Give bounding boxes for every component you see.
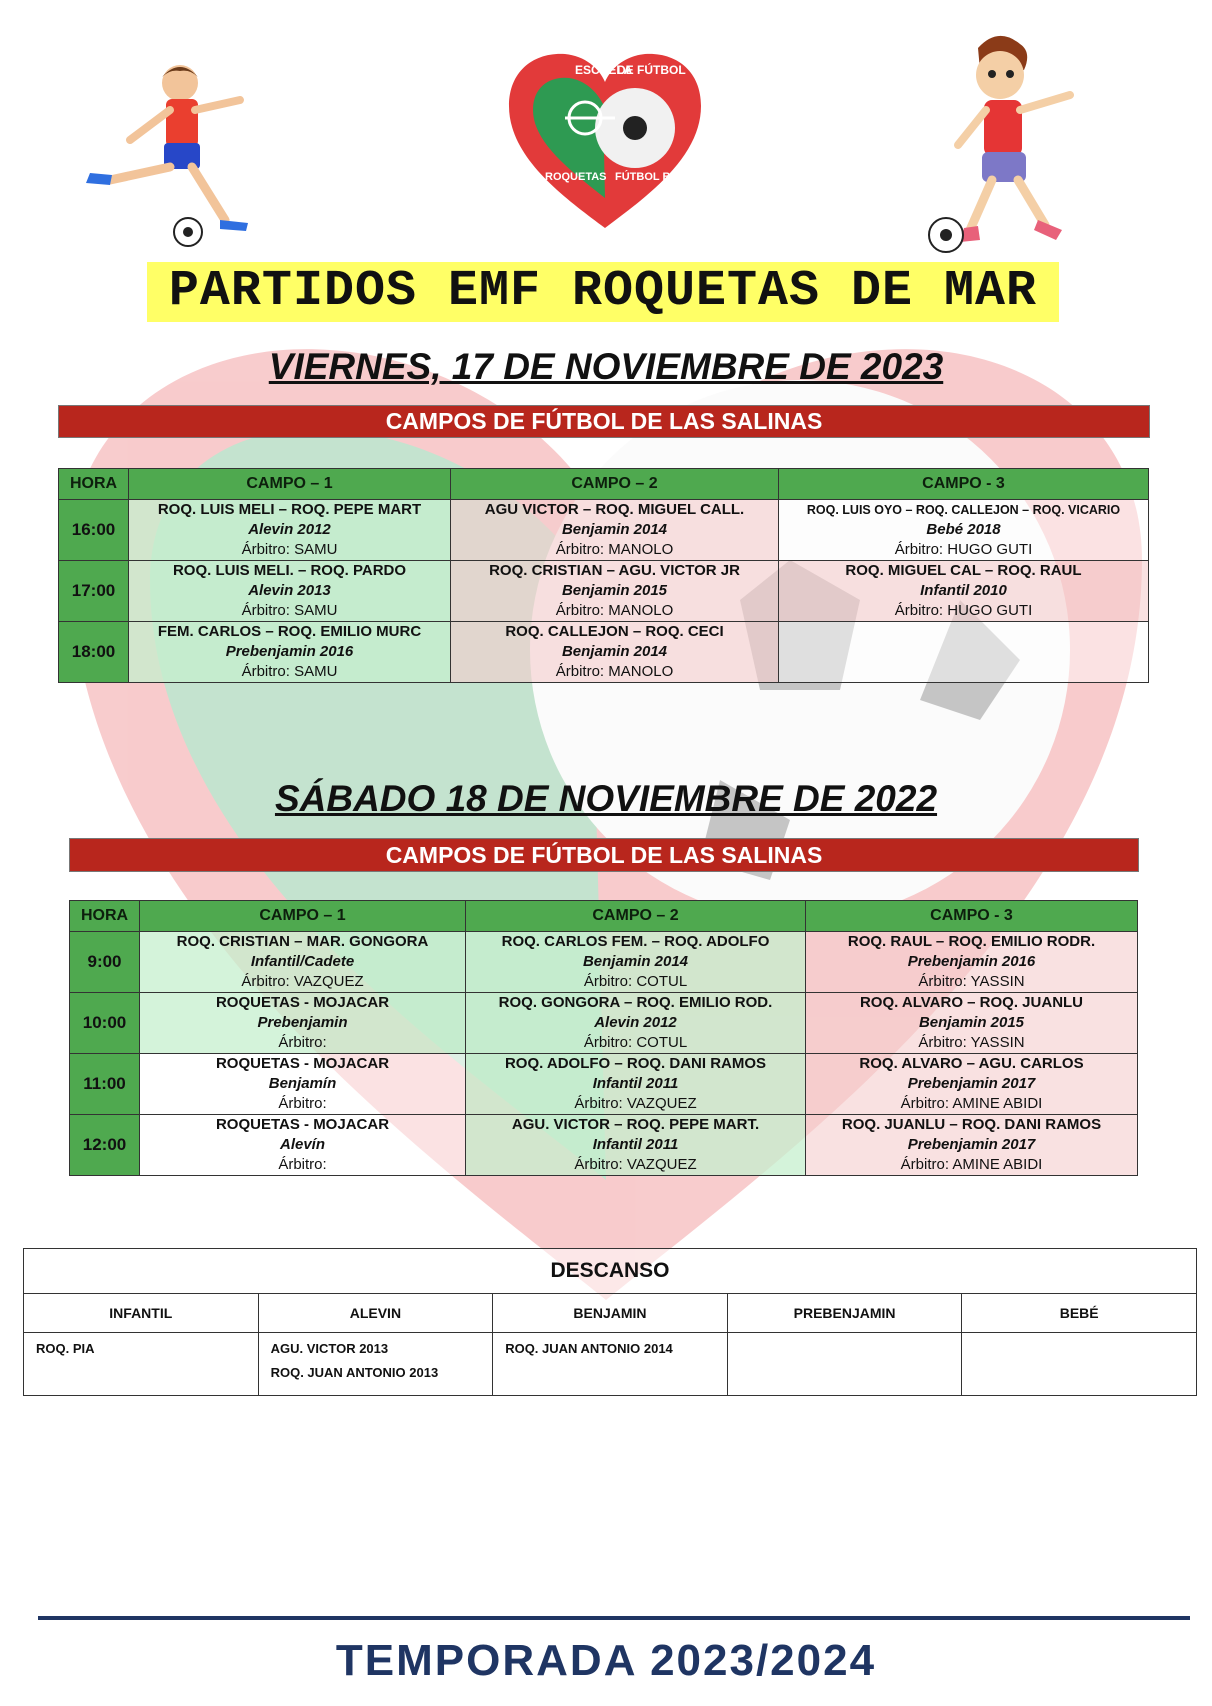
match-referee: Árbitro: <box>278 1095 327 1112</box>
match-category: Infantil/Cadete <box>250 953 355 970</box>
rest-category: BENJAMIN <box>493 1294 728 1333</box>
match-teams: ROQ. JUANLU – ROQ. DANI RAMOS <box>841 1116 1102 1133</box>
match-category: Benjamin 2015 <box>918 1014 1025 1031</box>
match-referee: Árbitro: AMINE ABIDI <box>900 1095 1043 1112</box>
rest-team: AGU. VICTOR 2013 <box>270 1341 389 1356</box>
time-cell: 16:00 <box>59 500 129 561</box>
match-teams: ROQ. CARLOS FEM. – ROQ. ADOLFO <box>501 933 770 950</box>
match-referee: Árbitro: VAZQUEZ <box>574 1156 697 1173</box>
match-teams: ROQUETAS - MOJACAR <box>215 1055 390 1072</box>
match-cell <box>806 993 1138 1054</box>
match-category: Prebenjamin 2016 <box>225 643 354 660</box>
match-referee: Árbitro: <box>278 1156 327 1173</box>
time-cell: 17:00 <box>59 561 129 622</box>
rest-values-row <box>24 1333 1197 1396</box>
match-cell <box>140 932 466 993</box>
day1-heading: VIERNES, 17 DE NOVIEMBRE DE 2023 <box>268 346 944 387</box>
match-referee: Árbitro: MANOLO <box>555 541 674 558</box>
match-teams: ROQ. GONGORA – ROQ. EMILIO ROD. <box>498 994 773 1011</box>
day2-heading: SÁBADO 18 DE NOVIEMBRE DE 2022 <box>274 778 938 819</box>
column-header: CAMPO – 2 <box>466 901 806 932</box>
rest-cell-bebe <box>962 1333 1197 1396</box>
match-referee: Árbitro: <box>278 1034 327 1051</box>
match-referee: Árbitro: VAZQUEZ <box>241 973 364 990</box>
column-header: CAMPO - 3 <box>779 469 1149 500</box>
logo-bottom-text: ROQUETAS <box>545 171 607 183</box>
match-category: Prebenjamin 2016 <box>907 953 1036 970</box>
match-category: Infantil 2010 <box>920 582 1007 599</box>
day2-schedule-table <box>69 900 1138 1176</box>
day2-venue-bar: CAMPOS DE FÚTBOL DE LAS SALINAS <box>69 838 1139 872</box>
match-teams: ROQ. MIGUEL CAL – ROQ. RAUL <box>845 562 1082 579</box>
time-cell: 10:00 <box>70 993 140 1054</box>
match-cell <box>129 500 451 561</box>
rest-category-row <box>24 1294 1197 1333</box>
footer-rule <box>38 1616 1190 1620</box>
rest-title: DESCANSO <box>24 1249 1197 1294</box>
match-referee: Árbitro: SAMU <box>241 602 338 619</box>
column-header: CAMPO – 1 <box>129 469 451 500</box>
match-referee: Árbitro: COTUL <box>583 973 688 990</box>
table-row <box>70 1115 1138 1176</box>
match-category: Infantil 2011 <box>592 1075 679 1092</box>
match-cell <box>779 561 1149 622</box>
rest-team: ROQ. JUAN ANTONIO 2014 <box>505 1341 673 1356</box>
match-cell <box>140 993 466 1054</box>
season-footer: TEMPORADA 2023/2024 <box>335 1636 877 1685</box>
match-category: Benjamín <box>268 1075 337 1092</box>
day1-schedule-table <box>58 468 1149 683</box>
match-teams: ROQ. CALLEJON – ROQ. CECI <box>505 623 724 640</box>
match-teams: AGU. VICTOR – ROQ. PEPE MART. <box>511 1116 760 1133</box>
table-row <box>59 500 1149 561</box>
match-teams: ROQ. ADOLFO – ROQ. DANI RAMOS <box>504 1055 767 1072</box>
match-category: Alevin 2012 <box>594 1014 677 1031</box>
match-referee: Árbitro: SAMU <box>241 541 338 558</box>
time-cell: 18:00 <box>59 622 129 683</box>
rest-category: ALEVIN <box>258 1294 493 1333</box>
match-referee: Árbitro: MANOLO <box>555 602 674 619</box>
match-category: Benjamin 2015 <box>561 582 668 599</box>
page-title: PARTIDOS EMF ROQUETAS DE MAR <box>147 262 1059 322</box>
logo-top-text: ESCUELA <box>575 63 633 77</box>
table-header-row <box>59 469 1149 500</box>
match-teams: ROQUETAS - MOJACAR <box>215 1116 390 1133</box>
match-cell <box>466 932 806 993</box>
table-row <box>59 622 1149 683</box>
time-cell: 12:00 <box>70 1115 140 1176</box>
match-teams: AGU VICTOR – ROQ. MIGUEL CALL. <box>484 501 745 518</box>
rest-cell-benjamin <box>493 1333 728 1396</box>
match-cell <box>129 622 451 683</box>
match-category: Benjamin 2014 <box>582 953 689 970</box>
rest-team: ROQ. JUAN ANTONIO 2013 <box>270 1365 439 1380</box>
match-teams: ROQ. CRISTIAN – MAR. GONGORA <box>176 933 429 950</box>
girl-player-illustration <box>920 30 1100 255</box>
column-header: CAMPO – 1 <box>140 901 466 932</box>
match-teams: FEM. CARLOS – ROQ. EMILIO MURC <box>157 623 422 640</box>
match-category: Benjamin 2014 <box>561 521 668 538</box>
match-cell <box>466 1054 806 1115</box>
table-row <box>70 932 1138 993</box>
logo-top-right-text: DE FÚTBOL <box>617 63 686 77</box>
rest-category: BEBÉ <box>962 1294 1197 1333</box>
match-teams: ROQ. ALVARO – AGU. CARLOS <box>859 1055 1084 1072</box>
rest-cell-alevin <box>258 1333 493 1396</box>
rest-table <box>23 1248 1197 1396</box>
match-cell <box>140 1115 466 1176</box>
rest-cell-infantil <box>24 1333 259 1396</box>
match-cell <box>140 1054 466 1115</box>
match-referee: Árbitro: COTUL <box>583 1034 688 1051</box>
match-category: Prebenjamin 2017 <box>907 1075 1036 1092</box>
table-row <box>59 561 1149 622</box>
match-category: Alevín <box>279 1136 325 1153</box>
time-cell: 9:00 <box>70 932 140 993</box>
match-cell <box>451 500 779 561</box>
time-cell: 11:00 <box>70 1054 140 1115</box>
match-teams: ROQUETAS - MOJACAR <box>215 994 390 1011</box>
column-header: CAMPO – 2 <box>451 469 779 500</box>
match-teams: ROQ. ALVARO – ROQ. JUANLU <box>859 994 1084 1011</box>
match-referee: Árbitro: VAZQUEZ <box>574 1095 697 1112</box>
logo-bottom-right-text: FÚTBOL BASE <box>615 171 694 183</box>
rest-category: INFANTIL <box>24 1294 259 1333</box>
match-referee: Árbitro: AMINE ABIDI <box>900 1156 1043 1173</box>
match-cell <box>451 622 779 683</box>
match-cell <box>466 993 806 1054</box>
match-cell-empty <box>779 622 1149 683</box>
club-logo <box>505 48 705 233</box>
match-referee: Árbitro: SAMU <box>241 663 338 680</box>
column-header: HORA <box>70 901 140 932</box>
match-cell <box>806 1115 1138 1176</box>
match-category: Benjamin 2014 <box>561 643 668 660</box>
rest-team: ROQ. PIA <box>36 1341 95 1356</box>
match-category: Prebenjamin <box>257 1014 348 1031</box>
match-cell <box>806 1054 1138 1115</box>
match-cell <box>129 561 451 622</box>
match-referee: Árbitro: MANOLO <box>555 663 674 680</box>
match-referee: Árbitro: YASSIN <box>918 973 1025 990</box>
rest-category: PREBENJAMIN <box>727 1294 962 1333</box>
match-teams: ROQ. CRISTIAN – AGU. VICTOR JR <box>489 562 740 579</box>
match-referee: Árbitro: HUGO GUTI <box>894 541 1033 558</box>
match-cell <box>779 500 1149 561</box>
table-row <box>70 993 1138 1054</box>
column-header: CAMPO - 3 <box>806 901 1138 932</box>
day1-venue-bar: CAMPOS DE FÚTBOL DE LAS SALINAS <box>58 405 1150 438</box>
table-header-row <box>70 901 1138 932</box>
match-cell <box>451 561 779 622</box>
match-category: Alevin 2013 <box>248 582 331 599</box>
rest-cell-prebenjamin <box>727 1333 962 1396</box>
match-referee: Árbitro: YASSIN <box>918 1034 1025 1051</box>
match-cell <box>806 932 1138 993</box>
match-category: Infantil 2011 <box>592 1136 679 1153</box>
match-cell <box>466 1115 806 1176</box>
match-category: Bebé 2018 <box>926 521 1001 538</box>
match-teams: ROQ. RAUL – ROQ. EMILIO RODR. <box>847 933 1096 950</box>
column-header: HORA <box>59 469 129 500</box>
match-teams: ROQ. LUIS OYO – ROQ. CALLEJON – ROQ. VICARIO <box>806 503 1121 517</box>
table-row <box>70 1054 1138 1115</box>
boy-player-illustration <box>70 55 290 255</box>
match-teams: ROQ. LUIS MELI. – ROQ. PARDO <box>172 562 407 579</box>
match-teams: ROQ. LUIS MELI – ROQ. PEPE MART <box>157 501 422 518</box>
match-category: Prebenjamin 2017 <box>907 1136 1036 1153</box>
match-category: Alevin 2012 <box>248 521 331 538</box>
match-referee: Árbitro: HUGO GUTI <box>894 602 1033 619</box>
